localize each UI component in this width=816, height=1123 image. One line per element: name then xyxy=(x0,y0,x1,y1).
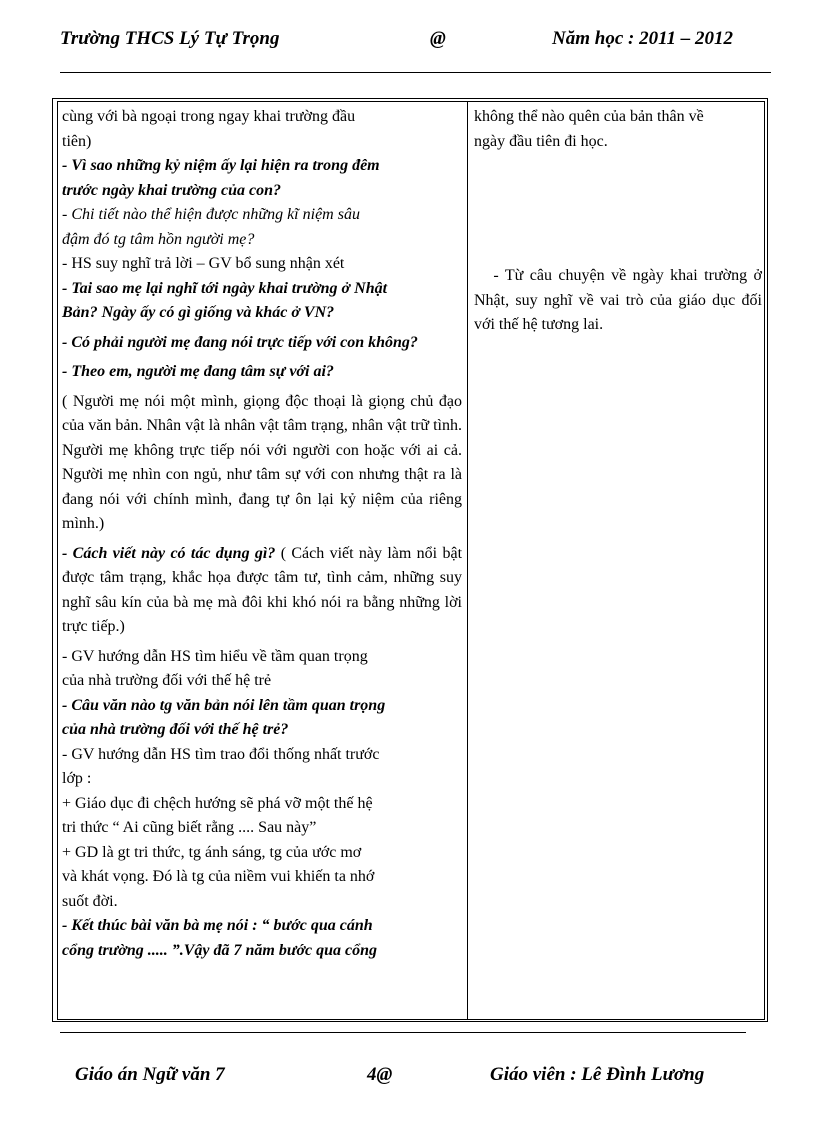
question-line: - Tai sao mẹ lại nghĩ tới ngày khai trường ở Nhật xyxy=(62,279,388,297)
question-line: của nhà trường đối với thế hệ trẻ? xyxy=(62,721,289,738)
header-rule xyxy=(60,72,771,73)
text-line: ngày đầu tiên đi học. xyxy=(474,132,608,150)
bullet-line: suốt đời. xyxy=(62,892,118,910)
question-line: - Theo em, người mẹ đang tâm sự với ai? xyxy=(62,363,334,380)
teacher-activity-column xyxy=(62,105,462,963)
footer-teacher: Giáo viên : Lê Đình Lương xyxy=(490,1064,705,1085)
text-line: cùng với bà ngoại trong ngay khai trường đầu xyxy=(62,108,356,125)
question-paragraph: - Có phải người mẹ đang nói trực tiếp với con không? xyxy=(62,333,418,351)
lesson-table-inner xyxy=(57,101,765,1020)
text-line: không thể nào quên của bản thân về xyxy=(474,108,704,125)
bullet-line: + Giáo dục đi chệch hướng sẽ phá vỡ một thế hệ xyxy=(62,794,373,812)
question-line: cổng trường ..... ”.Vậy đã 7 năm bước qua cổng xyxy=(62,941,378,959)
text-line: - HS suy nghĩ trả lời – GV bổ sung nhận xét xyxy=(62,255,345,272)
effect-paragraph xyxy=(62,542,462,640)
question-line: trước ngày khai trường của con? xyxy=(62,181,282,199)
bullet-line: và khát vọng. Đó là tg của niềm vui khiến ta nhớ xyxy=(62,868,375,885)
footer-rule xyxy=(60,1032,746,1033)
header-school-year: Năm học : 2011 – 2012 xyxy=(552,28,734,49)
bullet-line: + GD là gt tri thức, tg ánh sáng, tg của ước mơ xyxy=(62,843,362,861)
answer-paragraph: ( Người mẹ nói một mình, giọng độc thoại là giọng chủ đạo của văn bản. Nhân vật là nhân vật tâm trạng, nhân vật trữ tình. Người mẹ không trực tiếp nói với người con hoặc với ai cả. Người mẹ nhìn con ngủ, như tâm sự với con nhưng thật ra là đang nói với chính mình, đang tự ôn lại kỷ niệm của riêng mình.) xyxy=(62,392,462,532)
question-line: - Kết thúc bài văn bà mẹ nói : “ bước qua cánh xyxy=(62,917,373,934)
footer-page: 4@ xyxy=(367,1064,393,1085)
question-line: - Vì sao những kỷ niệm ấy lại hiện ra trong đêm xyxy=(62,157,380,174)
bullet-line: tri thức “ Ai cũng biết rằng .... Sau này” xyxy=(62,819,317,836)
question-line: đậm đó tg tâm hồn người mẹ? xyxy=(62,230,255,248)
text-line: tiên) xyxy=(62,132,92,150)
question-inline: - Cách viết này có tác dụng gì? xyxy=(62,544,276,562)
text-line: của nhà trường đối với thế hệ trẻ xyxy=(62,672,272,689)
text-line: lớp : xyxy=(62,770,92,787)
footer-subject: Giáo án Ngữ văn 7 xyxy=(75,1064,225,1085)
question-line: - Câu văn nào tg văn bản nói lên tầm quan trọng xyxy=(62,696,386,714)
column-divider xyxy=(467,102,468,1019)
lesson-table xyxy=(52,98,768,1022)
content-column xyxy=(474,105,766,338)
question-line: Bản? Ngày ấy có gì giống và khác ở VN? xyxy=(62,304,335,321)
answer-inline: ( Cách viết này làm nổi bật được tâm trạng, khắc họa được tâm tư, tình cảm, những suy nghĩ sâu kín của bà mẹ mà đôi khi khó nói ra bằng những lời trực tiếp.) xyxy=(62,544,463,635)
question-line: - Chi tiết nào thể hiện được những kĩ niệm sâu xyxy=(62,206,360,223)
text-line: - GV hướng dẫn HS tìm trao đổi thống nhất trước xyxy=(62,745,380,763)
text-line: - GV hướng dẫn HS tìm hiểu về tầm quan trọng xyxy=(62,647,368,665)
header-school: Trường THCS Lý Tự Trọng xyxy=(60,28,280,49)
content-paragraph: - Từ câu chuyện về ngày khai trường ở Nhật, suy nghĩ về vai trò của giáo dục đối với thế hệ tương lai. xyxy=(474,267,766,333)
header-symbol: @ xyxy=(430,28,446,49)
